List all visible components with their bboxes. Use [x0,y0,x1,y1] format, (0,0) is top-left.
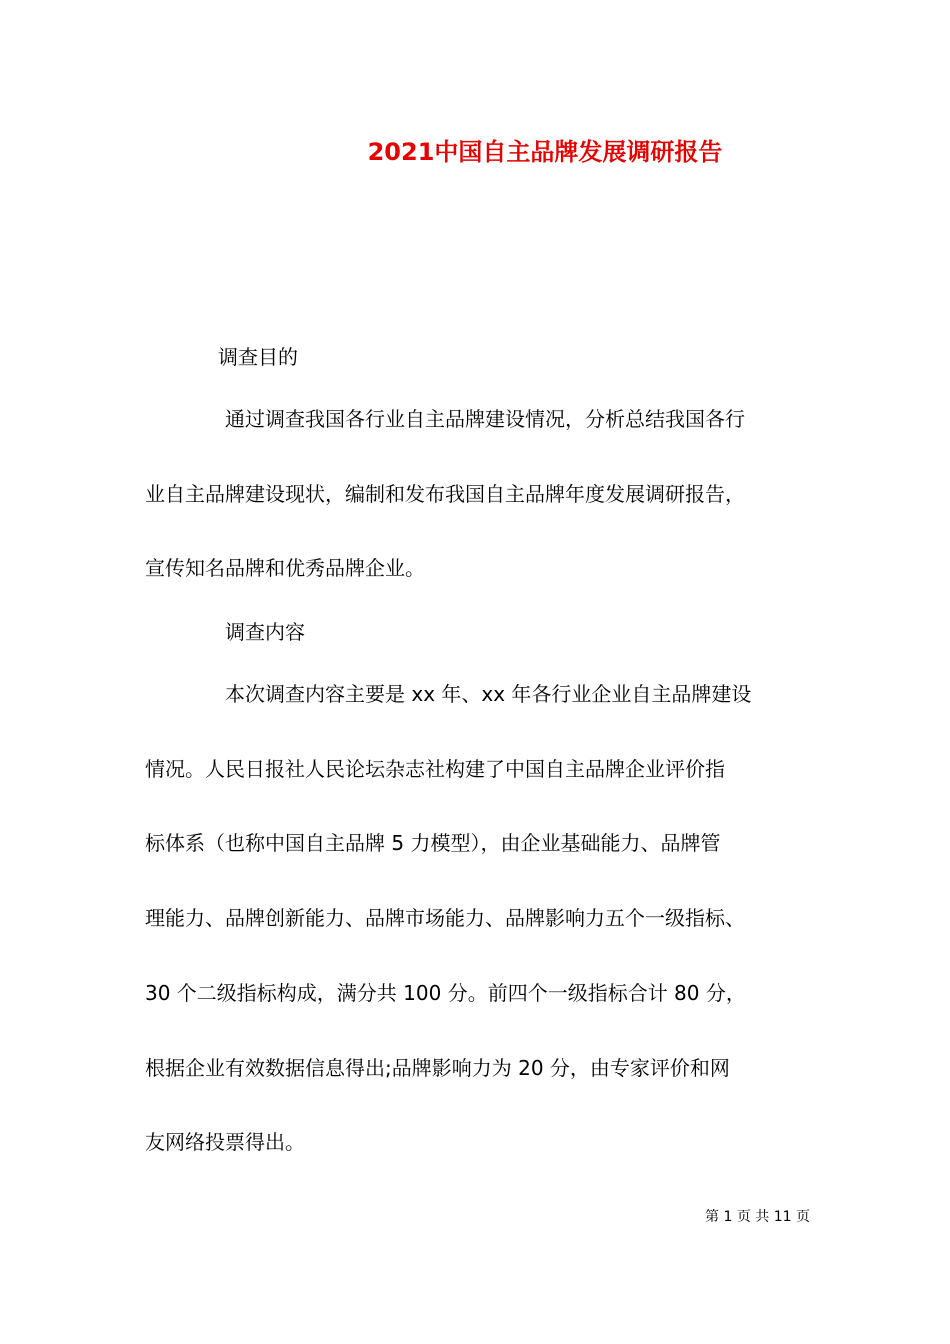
paragraph-line: 宣传知名品牌和优秀品牌企业。 [145,556,425,580]
paragraph-line: 本次调查内容主要是 xx 年、xx 年各行业企业自主品牌建设 [225,682,752,706]
section-heading-content: 调查内容 [225,620,305,644]
title-text: 中国自主品牌发展调研报告 [434,138,723,166]
paragraph-line: 标体系（也称中国自主品牌 5 力模型），由企业基础能力、品牌管 [145,831,721,855]
paragraph-line: 理能力、品牌创新能力、品牌市场能力、品牌影响力五个一级指标、 [145,906,745,930]
page-number-footer: 第 1 页 共 11 页 [705,1209,810,1225]
paragraph-line: 根据企业有效数据信息得出;品牌影响力为 20 分，由专家评价和网 [145,1056,730,1080]
paragraph-line: 业自主品牌建设现状，编制和发布我国自主品牌年度发展调研报告， [145,482,745,506]
paragraph-line: 友网络投票得出。 [145,1130,305,1154]
paragraph-line: 通过调查我国各行业自主品牌建设情况，分析总结我国各行 [225,407,745,431]
section-heading-purpose: 调查目的 [218,345,298,369]
paragraph-line: 30 个二级指标构成，满分共 100 分。前四个一级指标合计 80 分， [145,981,746,1005]
paragraph-line: 情况。人民日报社人民论坛杂志社构建了中国自主品牌企业评价指 [145,757,725,781]
document-title [0,132,950,172]
title-year: 2021 [367,138,435,166]
